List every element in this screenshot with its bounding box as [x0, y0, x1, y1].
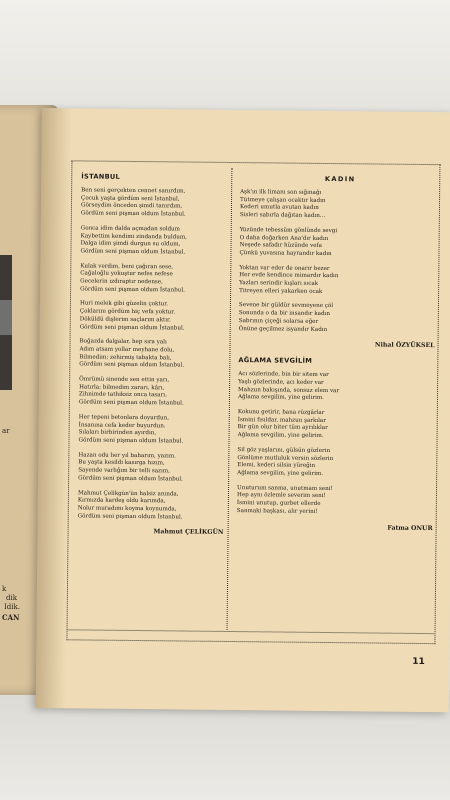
poem-line: Gördüm seni pişman oldum İstanbul. — [78, 475, 183, 483]
poem-line: Sanmaki başkası, alır yerini! — [236, 507, 318, 515]
stanza — [80, 263, 230, 295]
poem-line: Ömrümü sinende sen ettin yarı, — [79, 376, 170, 384]
poem-line: Gördüm seni pişman oldum İstanbul. — [80, 210, 186, 218]
poem-line: Ağlama sevgilim, yine gelirim. — [237, 432, 324, 440]
poem-line: Gördüm seni pişman oldum İstanbul. — [77, 513, 183, 521]
poem-line: Unuturum sanma, unutmam seni! — [237, 484, 333, 492]
poem-kadin — [239, 174, 441, 349]
poem-line: Mahzun bakışında, sonsuz elem var — [238, 386, 340, 394]
poem-line: Gördüm seni pişman oldum İstanbul. — [79, 323, 185, 332]
poem-line: Gonca idim dalda açmadan soldum — [80, 225, 181, 233]
poem-line: Neşede safadır hüzünde vefa — [239, 242, 322, 250]
stanza — [238, 371, 438, 404]
poem-line: Nolur muradımı koyma koynumda, — [77, 505, 177, 513]
right-column — [237, 174, 441, 541]
poem-title: AĞLAMA SEVGİLİM — [238, 356, 313, 366]
stanza — [78, 452, 228, 484]
page-number: 11 — [412, 656, 425, 668]
poem-line: Mahmut Çelikgün'ün halsiz anında, — [77, 489, 179, 497]
poem-line: Dalga idim şimdi durgun su oldum, — [80, 240, 181, 248]
poem-line: Önüne geçilmez isyandır Kadın — [238, 325, 328, 333]
poem-line: Sonunda o da bir insandır kadın — [238, 310, 330, 318]
poem-line: Hep aynı özlemle severim seni! — [236, 492, 326, 500]
poem-line: Acı sözlerinde, bin bir sitem var — [238, 371, 329, 379]
poem-line: Yoktan var eder de onarır bezer — [239, 264, 330, 272]
poem-line: Cağaloğlu yokuştur nefes nefese — [80, 270, 173, 278]
magazine-page — [36, 108, 450, 712]
poem-line: Kulak verdim, beni çağıran sese, — [80, 263, 174, 271]
poem-line: Çünkü yuvasına hayrandır kadın — [239, 249, 332, 257]
left-page-fragment: dik — [6, 594, 17, 602]
stanza — [78, 490, 228, 522]
poem-line: Döküldü dişlerim saçlarım aktır. — [79, 316, 171, 324]
left-page-fragment: CAN — [2, 613, 20, 622]
left-page-fragment: k — [2, 585, 7, 593]
poem-line: İsmini unutup, gurbet ellerde — [236, 500, 321, 508]
stanza — [81, 187, 231, 219]
poem-line: O daha doğarken Ana'dır kadın — [239, 234, 329, 242]
poem-author: Fatma ONUR — [387, 524, 433, 532]
poem-author: Mahmut ÇELİKGÜN — [153, 528, 224, 537]
poem-line: Ağlama sevgilim, yine gelirim. — [237, 470, 324, 477]
poem-line: Adım atsam yollar meyhane dolu, — [79, 346, 175, 354]
poem-line: Görseydim önceden şimdi tanırdım, — [80, 202, 183, 210]
stanza — [237, 485, 437, 518]
poem-line: İnsanına cefa keder buyurdun. — [78, 421, 166, 429]
poem-line: Kaybettim kendimi zindanda buldum, — [80, 232, 187, 241]
stanza — [239, 303, 439, 336]
stanza — [240, 189, 440, 222]
poem-line: Gönlüme mutluluk versin sözlerin — [237, 454, 334, 462]
stanza — [237, 447, 437, 480]
poem-title: İSTANBUL — [81, 172, 121, 181]
poem-line: Boğazda dalgalar, hep sıra yalı — [79, 338, 167, 346]
poem-line: Kederi umutla avutan kadın — [239, 204, 319, 212]
left-page-fragment: ar — [2, 427, 10, 435]
poem-line: Kokunu getirir, bana rüzgârlar — [237, 409, 325, 417]
poem-line: Sevene bir güldür sevmeyene çöl — [238, 302, 334, 310]
poem-line: Gördüm seni pişman oldum İstanbul. — [79, 361, 185, 369]
poem-line: Gördüm seni pişman oldum İstanbul. — [78, 399, 184, 407]
poem-line: Çocuk yaşta gördüm seni İstanbul, — [81, 195, 180, 203]
poem-line: Çoklarını gördüm hiç vefa yoktur. — [79, 308, 176, 316]
poem-line: Her tepeni betonlara doyurdun, — [78, 414, 170, 422]
poem-line: Yazları serindir kışları sıcak — [239, 280, 319, 287]
poem-line: Gördüm seni pişman oldum İstanbul. — [80, 286, 185, 294]
poem-line: Sabrının çiçeği solarsa eğer — [238, 317, 319, 325]
poem-line: Bir gün olur biter tüm ayrılıklar — [237, 424, 328, 432]
poem-line: Ağlama sevgilim, yine gelirim. — [237, 394, 324, 402]
poem-line: Her evde kendince mimardır kadın — [239, 272, 339, 280]
poem-author: Nihal ÖZYÜKSEL — [374, 341, 435, 350]
poem-line: Yüzünde tebessüm gönlünde sevgi — [239, 226, 338, 234]
left-page-photo-highlight — [0, 300, 12, 335]
poem-aglama-sevgilim — [237, 356, 439, 531]
poem-line: Titreyen elleri yakarken ocak — [239, 287, 323, 295]
poem-body — [78, 187, 231, 522]
stanza — [239, 227, 439, 260]
poem-line: Gecelerin ızdıraptır nedense, — [80, 278, 163, 286]
poem-line: Gördüm seni pişman oldum İstanbul. — [78, 437, 184, 445]
poem-line: Sayende varlığım bir telli sazım, — [78, 467, 170, 475]
poem-line: Yaşlı gözlerinde, acı keder var — [238, 379, 324, 386]
stanza — [80, 225, 230, 257]
poem-title: KADIN — [324, 174, 356, 184]
stanza — [78, 414, 228, 446]
stanza — [238, 409, 438, 442]
poem-line: Zihnimde tathiksiz onca tasarı, — [78, 391, 167, 399]
poem-line: Hazan odu her yıl baharım, yazım. — [78, 452, 176, 460]
poem-line: Huri melek gibi güzelin çoktur. — [79, 300, 169, 308]
poem-line: Hatırla; bilmedim zararı, kârı, — [79, 384, 165, 392]
poem-line: Sil göz yaşlarını, gülsün gözlerin — [237, 446, 331, 454]
poem-istanbul — [77, 172, 231, 545]
poem-line: Ben seni gerçekten cennet sanırdım, — [81, 187, 186, 195]
poem-body — [239, 189, 440, 335]
poem-line: Aşk'ın ilk limanı son sığınağı — [240, 189, 322, 196]
poem-line: Bu yaşta kesildi kasırga hızım, — [78, 459, 165, 467]
poem-line: Sisleri sabırla dağıtan kadın... — [239, 212, 326, 220]
poem-line: Tütmeye çalışan ocaktır kadın — [240, 196, 326, 204]
poem-line: Bilmedim; zehirmiş tabakta balı, — [79, 354, 172, 362]
left-page-fragment: Idik. — [4, 603, 20, 611]
poem-body — [237, 371, 438, 517]
background-wall — [0, 0, 450, 125]
poem-line: Sılaları birbirinden ayırdın, — [78, 429, 157, 437]
stanza — [79, 339, 229, 371]
stanza — [79, 376, 229, 408]
stanza — [239, 265, 439, 298]
poem-line: Gördüm seni pişman oldum İstanbul. — [80, 248, 186, 256]
poem-line: İsmini fısıldar, mahzun şarkılar — [237, 416, 326, 424]
stanza — [80, 301, 230, 333]
poem-line: Kırmızda kardeş oldu karımda, — [77, 497, 166, 505]
poem-line: Elemi, kederi silsin yüreğin — [237, 462, 316, 470]
